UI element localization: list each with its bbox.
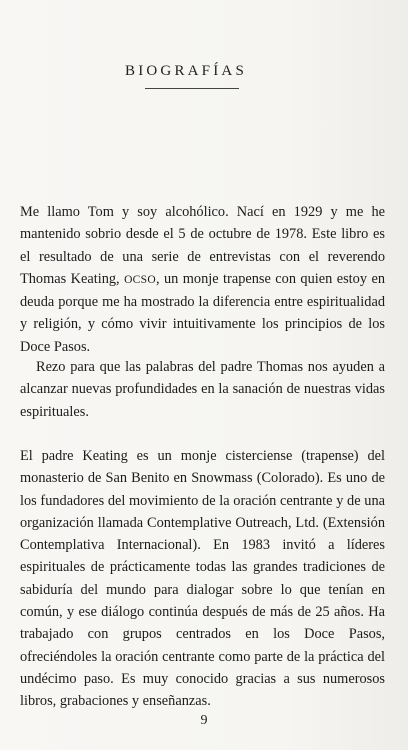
paragraph-tom-intro [20,201,385,358]
paragraph-keating-bio: El padre Keating es un monje cisterciense (trapense) del monasterio de San Benito en Snowmass (Colorado). Es uno de los fundadores del movimiento de la oración centrante y de una organización llamada Contemplative Outreach, Ltd. (Extensión Contemplativa Internacional). En 1983 invitó a líderes espirituales de prácticamente todas las grandes tradiciones de sabiduría del mundo para dialogar sobre lo que tenían en común, y ese diálogo continúa después de más de 25 años. Ha trabajado con grupos centrados en los Doce Pasos, ofreciéndoles la oración centrante como parte de la práctica del undécimo paso. Es muy conocido gracias a sus numerosos libros, grabaciones y enseñanzas. [20,448,385,710]
order-abbreviation: OCSO [124,273,156,286]
paragraph-tom-intro-text-start: Me llamo Tom y soy alcohólico. Nací en 1929 y me he mantenido sobrio desde el 5 de octubre de 1978. Este libro es el resultado de una serie de entrevistas con el reverendo Thomas Keating, [20,204,385,287]
paragraph-tom-intro-text-end: , un monje trapense con quien estoy en deuda porque me ha mostrado la diferencia entre espiritualidad y religión, y cómo vivir intuitivamente los principios de los Doce Pasos. [20,270,385,355]
section-heading: BIOGRAFÍAS [124,63,247,79]
page-number: 9 [200,713,208,728]
paragraph-prayer: Rezo para que las palabras del padre Thomas nos ayuden a alcanzar nuevas profundidades en la sanación de nuestras vidas espirituales. [20,359,385,420]
heading-underline [145,88,239,89]
